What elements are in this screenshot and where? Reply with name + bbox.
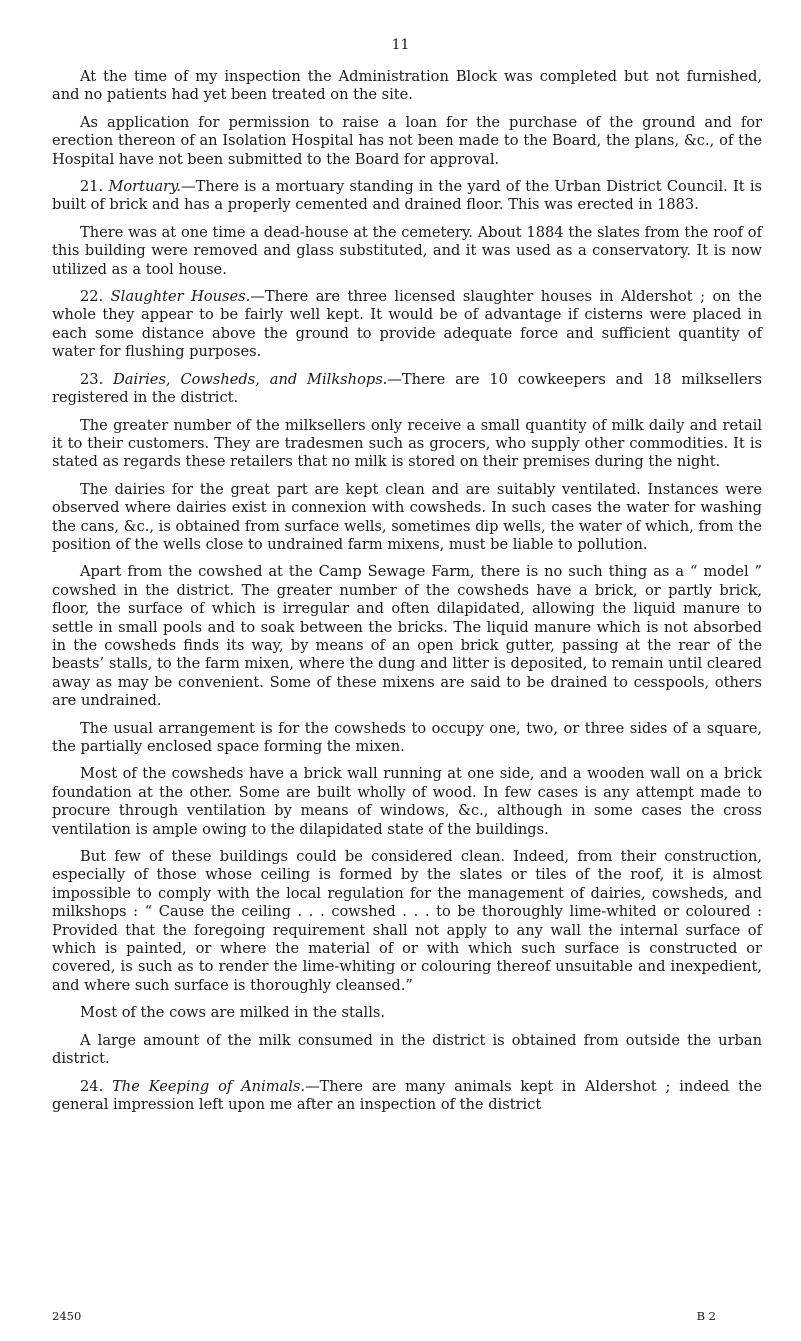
paragraph-text: The usual arrangement is for the cowsheds to occupy one, two, or three sides of a square, the partially enclosed space forming the mixen. [52,719,762,755]
paragraph [52,563,762,710]
section-number: 23. [80,370,104,388]
paragraph [52,1004,762,1022]
paragraph-text: As application for permission to raise a loan for the purchase of the ground and for erection thereon of an Isolation Hospital has not been made to the Board, the plans, &c., of the Hospital have not been submitted to the Board for approval. [52,113,762,168]
section-number: 24. [80,1077,104,1095]
paragraph-text: —There is a mortuary standing in the yard of the Urban District Council. It is built of brick and has a properly cemented and drained floor. This was erected in 1883. [52,178,763,214]
paragraph-text: At the time of my inspection the Administration Block was completed but not furnished, and no patients had yet been treated on the site. [52,68,762,104]
paragraph [52,224,762,279]
gathering-signature: B 2 [696,1309,716,1323]
section-title: Mortuary. [108,178,182,196]
body-text [52,68,762,1123]
section-number: 22. [80,288,104,306]
paragraph [52,114,762,169]
page-number: 11 [391,37,410,53]
section-23-paragraph [52,371,762,408]
paragraph [52,481,762,555]
paragraph [52,720,762,757]
section-24-paragraph [52,1078,762,1115]
paragraph [52,417,762,472]
section-21-paragraph [52,178,762,215]
section-title: Slaughter Houses. [110,288,251,306]
section-number: 21. [80,178,104,196]
paragraph-text: —There are many animals kept in Aldershot ; indeed the general impression left upon me after an inspection of the district [52,1077,762,1113]
paragraph-text: —There are three licensed slaughter houses in Aldershot ; on the whole they appear to be fairly well kept. It would be of advantage if cisterns were placed in each some distance above the ground to provide adequate force and sufficient quantity of water for flushing purposes. [52,288,763,361]
paragraph [52,765,762,839]
paragraph [52,848,762,995]
paragraph-text: There was at one time a dead-house at the cemetery. About 1884 the slates from the roof of this building were removed and glass substituted, and it was used as a conservatory. It is now utilized as a tool house. [52,223,762,278]
paragraph-text: But few of these buildings could be considered clean. Indeed, from their construction, especially of those whose ceiling is formed by the slates or tiles of the roof, it is almost impossible to comply with the local regulation for the management of dairies, cowsheds, and milkshops : “ Cause the ceiling . . . cowshed . . . to be thoroughly lime-whited or coloured : Provided that the foregoing requirement shall not apply to any wall the internal surface of which is painted, or where the material of or with which such surface is constructed or covered, is such as to render the lime-whiting or colouring thereof unsuitable and inexpedient, and where such surface is thoroughly cleansed.” [52,848,762,994]
paragraph-text: Apart from the cowshed at the Camp Sewage Farm, there is no such thing as a “ model ” cowshed in the district. The greater number of the cowsheds have a brick, or partly brick, floor, the surface of which is irregular and often dilapidated, allowing the liquid manure to settle in small pools and to soak between the bricks. The liquid manure which is not absorbed in the cowsheds finds its way, by means of an open brick gutter, passing at the rear of the beasts’ stalls, to the farm mixen, where the dung and litter is deposited, to remain until cleared away as may be convenient. Some of these mixens are said to be drained to cesspools, others are undrained. [52,563,762,710]
paragraph-text: A large amount of the milk consumed in the district is obtained from outside the urban district. [52,1031,762,1068]
paragraph [52,1032,762,1069]
paragraph-text: The greater number of the milksellers only receive a small quantity of milk daily and retail it to their customers. They are tradesmen such as grocers, who supply other commodities. It is stated as regards these retailers that no milk is stored on their premises during the night. [52,416,762,471]
paragraph-text: Most of the cows are milked in the stalls. [80,1004,386,1022]
paragraph-text: The dairies for the great part are kept clean and are suitably ventilated. Instances were observed where dairies exist in connexion with cowsheds. In such cases the water for washing the cans, &c., is obtained from surface wells, sometimes dip wells, the water of which, from the position of the wells close to undrained farm mixens, must be liable to pollution. [52,480,762,553]
paragraph-text: Most of the cowsheds have a brick wall running at one side, and a wooden wall on a brick foundation at the other. Some are built wholly of wood. In few cases is any attempt made to procure through ventilation by means of windows, &c., although in some cases the cross ventilation is ample owing to the dilapidated state of the buildings. [52,765,762,838]
section-title: Dairies, Cowsheds, and Milkshops. [113,370,388,388]
section-title: The Keeping of Animals. [112,1077,306,1095]
paragraph [52,68,762,105]
section-22-paragraph [52,288,762,362]
printer-signature: 2450 [52,1309,82,1323]
paragraph-text: —There are 10 cowkeepers and 18 milksellers registered in the district. [52,370,763,407]
